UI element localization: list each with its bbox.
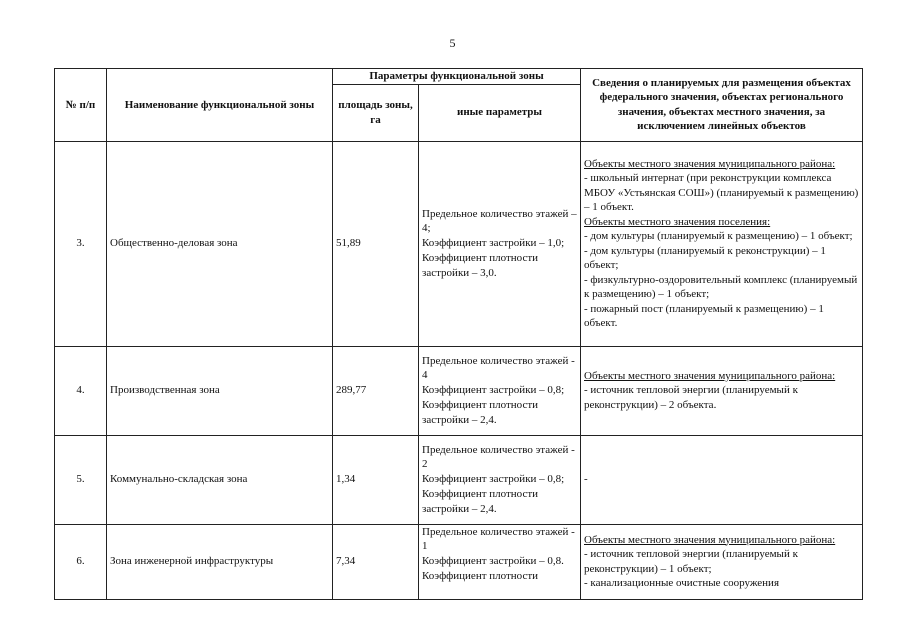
object-item: - пожарный пост (планируемый к размещению) – 1 объект. — [584, 302, 824, 329]
header-num: № п/п — [55, 69, 107, 142]
page-number: 5 — [449, 36, 456, 50]
table-row — [55, 524, 863, 599]
row-number: 6. — [55, 524, 107, 599]
object-item: - школьный интернат (при реконструкции комплекса МБОУ «Устьянская СОШ») (планируемый к размещению) – 1 объект. — [584, 172, 859, 213]
param-line: Предельное количество этажей - 2 — [422, 443, 575, 471]
param-line: Коэффициент плотности застройки – 2,4. — [422, 487, 539, 515]
row-number: 5. — [55, 435, 107, 524]
object-item: - канализационные очистные сооружения — [584, 577, 780, 589]
zone-name: Зона инженерной инфраструктуры — [107, 524, 333, 599]
planned-objects — [581, 346, 863, 435]
zone-area: 51,89 — [333, 141, 419, 346]
zone-params — [419, 346, 581, 435]
table-row — [55, 141, 863, 346]
objects-heading: Объекты местного значения муниципального района: — [584, 157, 836, 170]
row-number: 4. — [55, 346, 107, 435]
zone-name: Производственная зона — [107, 346, 333, 435]
param-line: Коэффициент застройки – 0,8; — [422, 384, 565, 397]
objects-heading: Объекты местного значения муниципального района: — [584, 369, 836, 382]
row-number: 3. — [55, 141, 107, 346]
param-line: Предельное количество этажей – 4; — [422, 207, 577, 235]
zone-params — [419, 524, 581, 599]
param-line: Коэффициент плотности застройки – 2,4. — [422, 398, 539, 426]
zone-area: 7,34 — [333, 524, 419, 599]
functional-zones-table — [54, 68, 863, 600]
zone-params — [419, 435, 581, 524]
planned-objects — [581, 141, 863, 346]
header-params-group: Параметры функциональной зоны — [333, 69, 581, 85]
param-line: Предельное количество этажей - 1 — [422, 525, 575, 553]
objects-heading: Объекты местного значения поселения: — [584, 215, 771, 228]
header-zone-name: Наименование функциональной зоны — [107, 69, 333, 142]
object-item: - источник тепловой энергии (планируемый к реконструкции) – 2 объекта. — [584, 384, 798, 411]
zone-area: 1,34 — [333, 435, 419, 524]
param-line: Коэффициент застройки – 0,8. — [422, 555, 564, 568]
object-item: - дом культуры (планируемый к размещению) – 1 объект; — [584, 230, 853, 242]
header-area: площадь зоны, га — [333, 84, 419, 141]
table-row — [55, 346, 863, 435]
zone-name: Общественно-деловая зона — [107, 141, 333, 346]
zone-name: Коммунально-складская зона — [107, 435, 333, 524]
planned-objects — [581, 524, 863, 599]
header-other-params: иные параметры — [419, 84, 581, 141]
zone-params — [419, 141, 581, 346]
object-item: - дом культуры (планируемый к реконструкции) – 1 объект; — [584, 244, 826, 271]
header-planned-objects: Сведения о планируемых для размещения объектах федерального значения, объектах регионального значения, объектах местного значения, за исключением линейных объектов — [581, 69, 863, 142]
param-line: Коэффициент застройки – 0,8; — [422, 473, 565, 486]
param-line: Коэффициент плотности — [422, 569, 539, 582]
table-row — [55, 435, 863, 524]
objects-heading: Объекты местного значения муниципального района: — [584, 533, 836, 546]
param-line: Коэффициент плотности застройки – 3,0. — [422, 251, 539, 279]
object-item: - — [584, 473, 588, 486]
param-line: Предельное количество этажей - 4 — [422, 354, 575, 382]
planned-objects — [581, 435, 863, 524]
param-line: Коэффициент застройки – 1,0; — [422, 237, 565, 250]
zone-area: 289,77 — [333, 346, 419, 435]
object-item: - физкультурно-оздоровительный комплекс (планируемый к размещению) – 1 объект; — [584, 273, 858, 300]
object-item: - источник тепловой энергии (планируемый к реконструкции) – 1 объект; — [584, 548, 798, 575]
